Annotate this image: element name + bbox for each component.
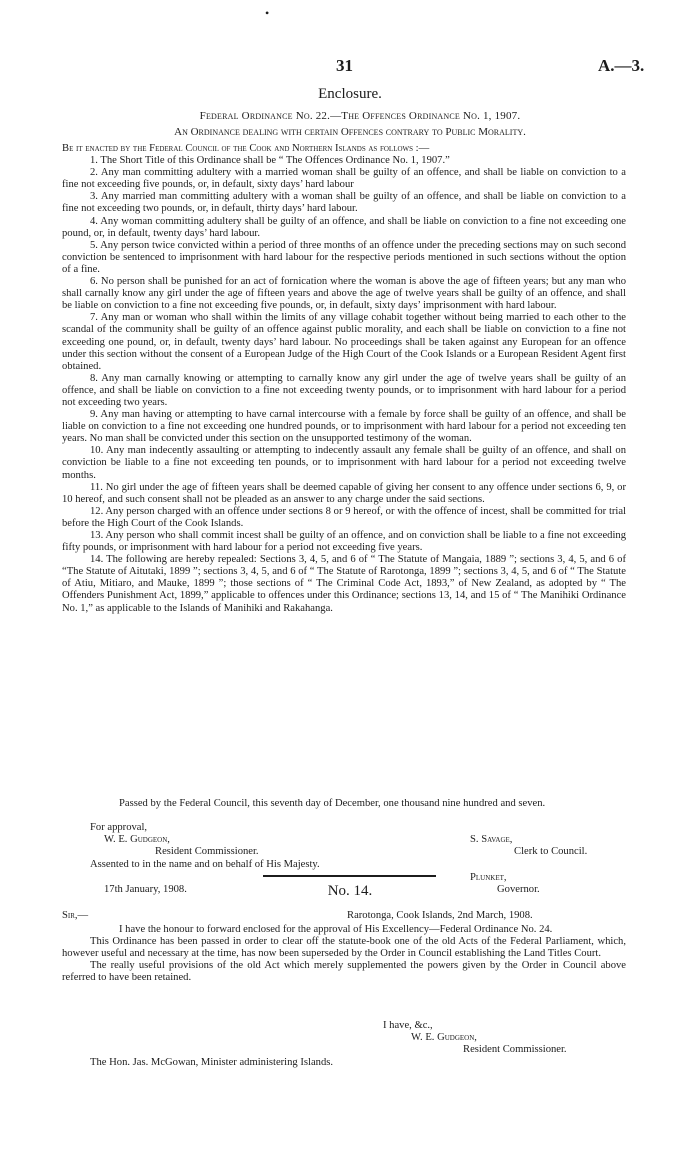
stray-dot: • [265, 6, 270, 20]
letter-paragraph-3: The really useful provisions of the old Act which merely supplemented the powers given by the Order in Council above referred to have been retained. [62, 960, 626, 984]
section-11: 11. No girl under the age of fifteen years shall be deemed capable of giving her consent to any offence under sections 6, 9, or 10 hereof, and such consent shall not be pleaded as an answer to any charge under the said sections. [62, 481, 626, 505]
for-approval: For approval, [90, 822, 148, 833]
passed-statement: Passed by the Federal Council, this seventh day of December, one thousand nine hundred and seven. [119, 798, 546, 809]
ordinance-description: An Ordinance dealing with certain Offences contrary to Public Morality. [174, 126, 526, 138]
assent-line: Assented to in the name and on behalf of His Majesty. [90, 859, 320, 870]
section-5: 5. Any person twice convicted within a period of three months of an offence under the preceding sections may on such second conviction be sentenced to imprisonment with hard labour for the respective periods mentioned in such sections without the option of a fine. [62, 239, 626, 275]
section-14: 14. The following are hereby repealed: Sections 3, 4, 5, and 6 of “ The Statute of Mangaia, 1889 ”; sections 3, 4, 5, and 6 of “The Statute of Aitutaki, 1899 ”; sections 3, 4, 5, and 6 of “ The Statute of Rarotonga, 1899 ”; sections 3, 4, 5, and 6 of “ The Statute of Atiu, Mitiaro, and Mauke, 1899 ”; those sections of “ The Criminal Code Act, 1893,” of New Zealand, as adopted by “ The Offenders Punishment Act, 1899,” applicable to offences under this Ordinance; sections 13, 14, and 15 of “ The Manihiki Ordinance No. 1,” as applicable to the Islands of Manihiki and Rakahanga. [62, 554, 626, 614]
enacting-clause: Be it enacted by the Federal Council of the Cook and Northern Islands as follows :— [62, 143, 430, 154]
plunket-title: Governor. [497, 884, 540, 895]
section-8: 8. Any man carnally knowing or attempting to carnally know any girl under the age of twelve years shall be guilty of an offence, and shall be liable on conviction to a fine not exceeding twenty pounds, or to imprisonment with hard labour for a period not exceeding two years. [62, 372, 626, 408]
letter-salutation: Sir,— [62, 910, 89, 921]
letter-signer-name: W. E. Gudgeon, [411, 1032, 477, 1043]
assent-date: 17th January, 1908. [104, 884, 187, 895]
page-reference: A.—3. [598, 56, 645, 75]
letter-signer-title: Resident Commissioner. [463, 1044, 567, 1055]
page-number: 31 [336, 56, 353, 75]
savage-name: S. Savage, [470, 834, 513, 845]
section-2: 2. Any man committing adultery with a married woman shall be guilty of an offence, and shall be liable on conviction to a fine not exceeding five pounds, or, in default, sixty days’ hard labour [62, 167, 626, 191]
letter-number: No. 14. [327, 883, 373, 899]
section-12: 12. Any person charged with an offence under sections 8 or 9 hereof, or with the offence of incest, shall be committed for trial before the High Court of the Cook Islands. [62, 505, 626, 529]
ordinance-title: Federal Ordinance No. 22.—The Offences Ordinance No. 1, 1907. [199, 110, 521, 122]
section-7: 7. Any man or woman who shall within the limits of any village cohabit together without being married to each other to the scandal of the community shall be guilty of an offence against public morality, and each shall be liable on conviction to a fine not exceeding one pound, or, in default, twenty days’ hard labour. No proceedings shall be taken against any European for an offence under this section without the consent of a European Judge of the High Court of the Cook Islands or a European Resident Agent first obtained. [62, 312, 626, 372]
section-6: 6. No person shall be punished for an act of fornication where the woman is above the age of fifteen years; but any man who shall carnally know any girl under the age of fifteen years and above the age of twelve years shall be guilty of an offence, and shall be liable on conviction to a fine not exceeding five pounds, or, in default, sixty days’ imprisonment with hard labour. [62, 276, 626, 312]
gudgeon-name: W. E. Gudgeon, [104, 834, 170, 845]
ordinance-body [62, 143, 626, 615]
section-10: 10. Any man indecently assaulting or attempting to indecently assault any female shall be guilty of an offence, and shall on conviction be liable to a fine not exceeding ten pounds, or to imprisonment with hard labour for a period not exceeding twelve months. [62, 445, 626, 481]
letter-paragraph-1: I have the honour to forward enclosed for the approval of His Excellency—Federal Ordinance No. 24. [119, 924, 553, 935]
section-3: 3. Any married man committing adultery with a woman shall be guilty of an offence, and shall be liable on conviction to a fine not exceeding two pounds, or, in default, thirty days’ hard labour. [62, 191, 626, 215]
enclosure-heading: Enclosure. [318, 86, 382, 102]
section-9: 9. Any man having or attempting to have carnal intercourse with a female by force shall be guilty of an offence, and shall be liable on conviction to a fine not exceeding one hundred pounds, or to imprisonment with hard labour for a period not exceeding ten years. No man shall be convicted under this section on the unsupported testimony of the woman. [62, 409, 626, 445]
section-divider [263, 875, 436, 877]
letter-place-date: Rarotonga, Cook Islands, 2nd March, 1908. [347, 910, 533, 921]
section-1: 1. The Short Title of this Ordinance shall be “ The Offences Ordinance No. 1, 1907.” [90, 155, 450, 167]
section-4: 4. Any woman committing adultery shall be guilty of an offence, and shall be liable on conviction to a fine not exceeding one pound, or, in default, twenty days’ hard labour. [62, 215, 626, 239]
plunket-name: Plunket, [470, 872, 507, 883]
savage-title: Clerk to Council. [514, 846, 588, 857]
section-13: 13. Any person who shall commit incest shall be guilty of an offence, and on conviction shall be liable to a fine not exceeding fifty pounds, or imprisonment with hard labour for a period not exceeding five years. [62, 530, 626, 554]
letter-paragraph-2: This Ordinance has been passed in order to clear off the statute-book one of the old Acts of the Federal Parliament, which, however useful and necessary at the time, has now been superseded by the Order in Council establishing the Land Titles Court. [62, 936, 626, 960]
letter-body [62, 924, 626, 984]
gudgeon-title: Resident Commissioner. [155, 846, 259, 857]
letter-closing: I have, &c., [383, 1020, 433, 1031]
letter-addressee: The Hon. Jas. McGowan, Minister administering Islands. [90, 1057, 334, 1068]
